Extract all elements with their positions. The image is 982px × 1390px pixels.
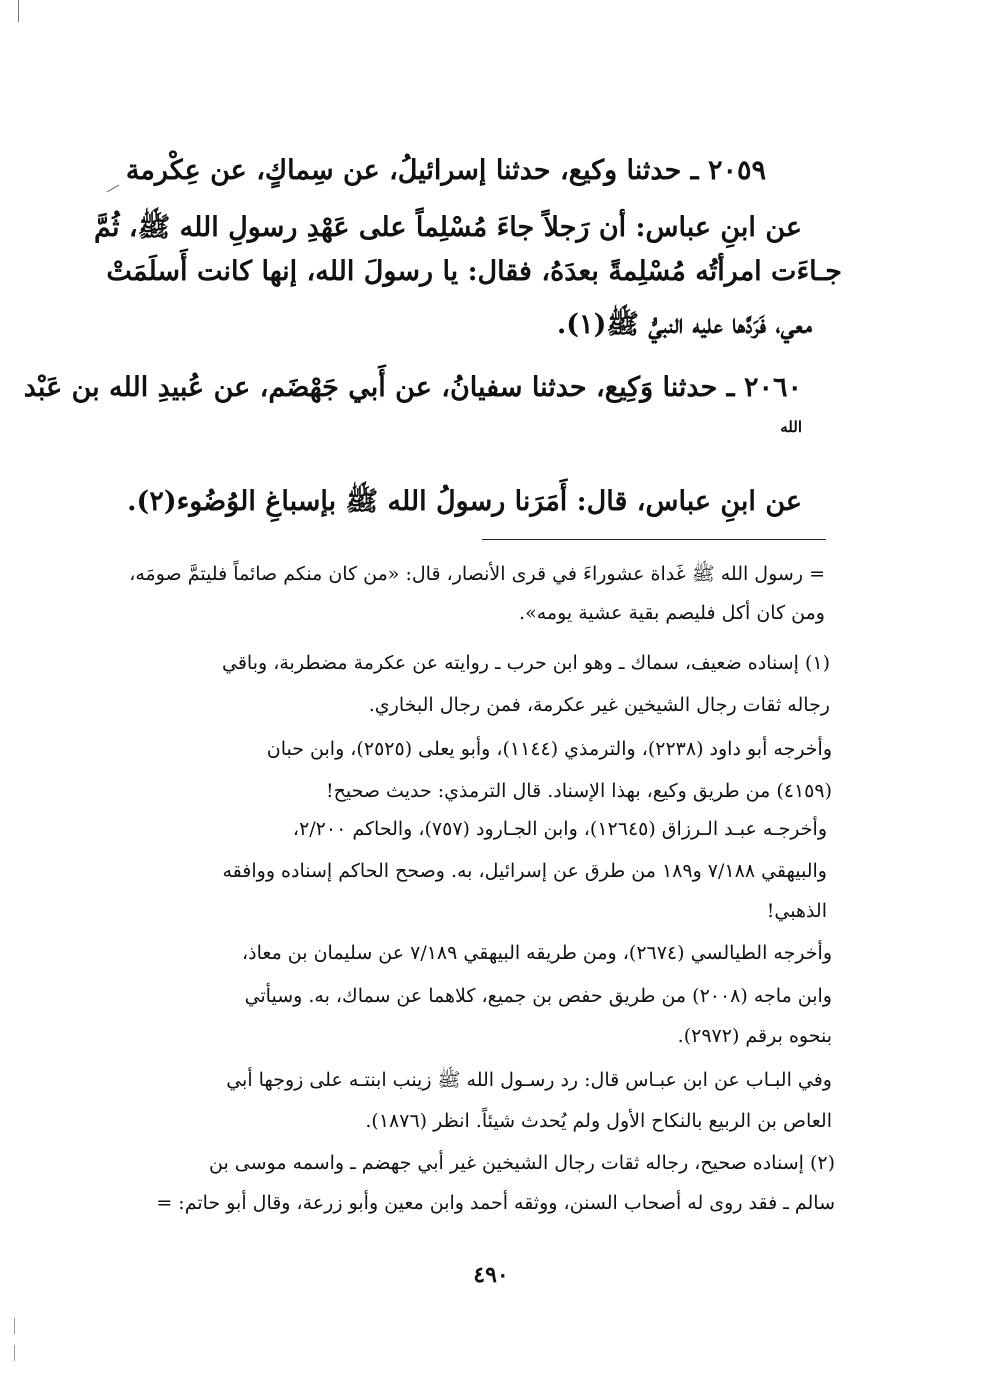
page-number: ٤٩٠ (473, 1262, 509, 1288)
scan-edge-mark (18, 0, 19, 22)
hadith-2059-text-line-3: معي، فَرَدَّها عليه النبيُّ ﷺ(١). (556, 309, 812, 340)
footnote-continuation-line-2: ومن كان أكل فليصم بقية عشية يومه». (519, 602, 825, 624)
footnote-1-line-10: بنحوه برقم (٢٩٧٢). (677, 1025, 832, 1047)
hadith-2060-isnad-continuation: الله (780, 418, 802, 436)
footnote-1-line-9: وابن ماجه (٢٠٠٨) من طريق حفص بن جميع، كلاهما عن سماك، به. وسيأتي (244, 985, 832, 1007)
scan-stroke-mark (107, 185, 120, 193)
footnote-1-line-5: وأخرجـه عبـد الـرزاق (١٢٦٤٥)، وابن الجـارود (٧٥٧)، والحاكم ٢/٢٠٠، (292, 818, 827, 840)
hadith-2059-text-line-1: عن ابنِ عباس: أن رَجلاً جاءَ مُسْلِماً على عَهْدِ رسولِ الله ﷺ، ثُمَّ (93, 212, 802, 243)
footnote-1-line-6: والبيهقي ٧/١٨٨ و١٨٩ من طرق عن إسرائيل، به. وصحح الحاكم إسناده ووافقه (222, 860, 827, 882)
footnote-1-line-12: العاص بن الربيع بالنكاح الأول ولم يُحدث شيئاً. انظر (١٨٧٦). (365, 1110, 832, 1132)
footnote-1-line-7: الذهبي! (766, 900, 827, 922)
footnote-1-line-1: (١) إسناده ضعيف، سماك ـ وهو ابن حرب ـ روايته عن عكرمة مضطربة، وباقي (222, 652, 830, 674)
footnote-1-line-11: وفي البـاب عن ابن عبـاس قال: رد رسـول الله ﷺ زينب ابنتـه على زوجها أبي (226, 1069, 832, 1091)
hadith-2059-isnad: ٢٠٥٩ ـ حدثنا وكيع، حدثنا إسرائيلُ، عن سِماكٍ، عن عِكْرمة (125, 155, 766, 186)
scan-edge-mark-bottom-2 (14, 1345, 15, 1361)
footnote-2-line-1: (٢) إسناده صحيح، رجاله ثقات رجال الشيخين غير أبي جهضم ـ واسمه موسى بن (208, 1152, 835, 1174)
hadith-2060-text: عن ابنِ عباس، قال: أَمَرَنا رسولُ الله ﷺ بإسباغِ الوُضُوء(٢). (127, 486, 802, 517)
footnote-1-line-2: رجاله ثقات رجال الشيخين غير عكرمة، فمن رجال البخاري. (368, 694, 830, 716)
footnote-1-line-8: وأخرجه الطيالسي (٢٦٧٤)، ومن طريقه البيهقي ٧/١٨٩ عن سليمان بن معاذ، (242, 942, 832, 964)
hadith-2060-isnad: ٢٠٦٠ ـ حدثنا وَكِيع، حدثنا سفيانُ، عن أَبي جَهْضَم، عن عُبيدِ الله بن عَبْد (23, 372, 802, 403)
footnote-1-line-3: وأخرجه أبو داود (٢٢٣٨)، والترمذي (١١٤٤)، وأبو يعلى (٢٥٢٥)، وابن حبان (266, 738, 832, 760)
hadith-2059-text-line-2: جـاءَت امرأتُه مُسْلِمةً بعدَهُ، فقال: يا رسولَ الله، إنها كانت أَسلَمَتْ (106, 256, 842, 287)
scan-edge-mark-bottom-1 (14, 1318, 15, 1334)
footnote-2-line-2: سالم ـ فقد روى له أصحاب السنن، ووثقه أحمد وابن معين وأبو زرعة، وقال أبو حاتم: = (156, 1192, 835, 1214)
footnote-continuation-line-1: = رسول الله ﷺ غَداة عشوراءَ في قرى الأنصار، قال: «من كان منكم صائماً فليتمَّ صومَه، (129, 563, 825, 585)
footnote-1-line-4: (٤١٥٩) من طريق وكيع، بهذا الإسناد. قال الترمذي: حديث صحيح! (325, 780, 832, 802)
footnote-separator (482, 539, 826, 540)
